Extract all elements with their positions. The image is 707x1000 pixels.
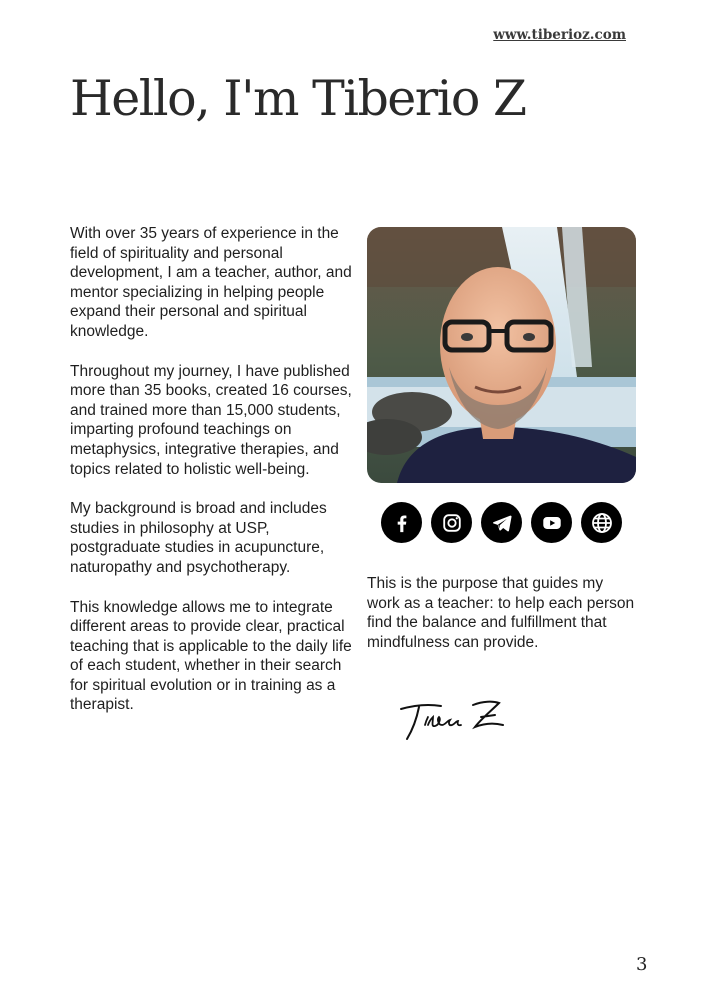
page-number: 3 <box>636 954 648 975</box>
intro-paragraph-4: This knowledge allows me to integrate different areas to provide clear, practical teaching that is applicable to the daily life of each student, whether in their search for spiritual evolution or in training as a therapist. <box>70 598 352 714</box>
intro-paragraph-3: My background is broad and includes studies in philosophy at USP, postgraduate studies in acupuncture, naturopathy and psychotherapy. <box>70 500 327 576</box>
signature <box>395 695 515 750</box>
instagram-icon[interactable] <box>431 502 472 543</box>
facebook-icon[interactable] <box>381 502 422 543</box>
purpose-block <box>367 574 637 672</box>
globe-icon[interactable] <box>581 502 622 543</box>
signature-image <box>395 695 515 745</box>
purpose-text: This is the purpose that guides my work as a teacher: to help each person find the balance and fulfillment that mindfulness can provide. <box>367 575 635 651</box>
telegram-icon[interactable] <box>481 502 522 543</box>
portrait-photo <box>367 227 636 483</box>
youtube-icon[interactable] <box>531 502 572 543</box>
intro-paragraph-1: With over 35 years of experience in the field of spirituality and personal development, I am a teacher, author, and mentor specializing in helping people expand their personal and spiritual knowledge. <box>70 225 352 340</box>
social-links <box>381 502 631 543</box>
author-photo <box>367 227 636 483</box>
website-link[interactable]: www.tiberioz.com <box>493 27 626 43</box>
intro-column <box>70 224 355 735</box>
intro-paragraph-2: Throughout my journey, I have published more than 35 books, created 16 courses, and trained more than 15,000 students, imparting profound teachings on metaphysics, integrative therapies, and topics related to holistic well-being. <box>70 362 352 478</box>
page-title: Hello, I'm Tiberio Z <box>70 70 526 127</box>
